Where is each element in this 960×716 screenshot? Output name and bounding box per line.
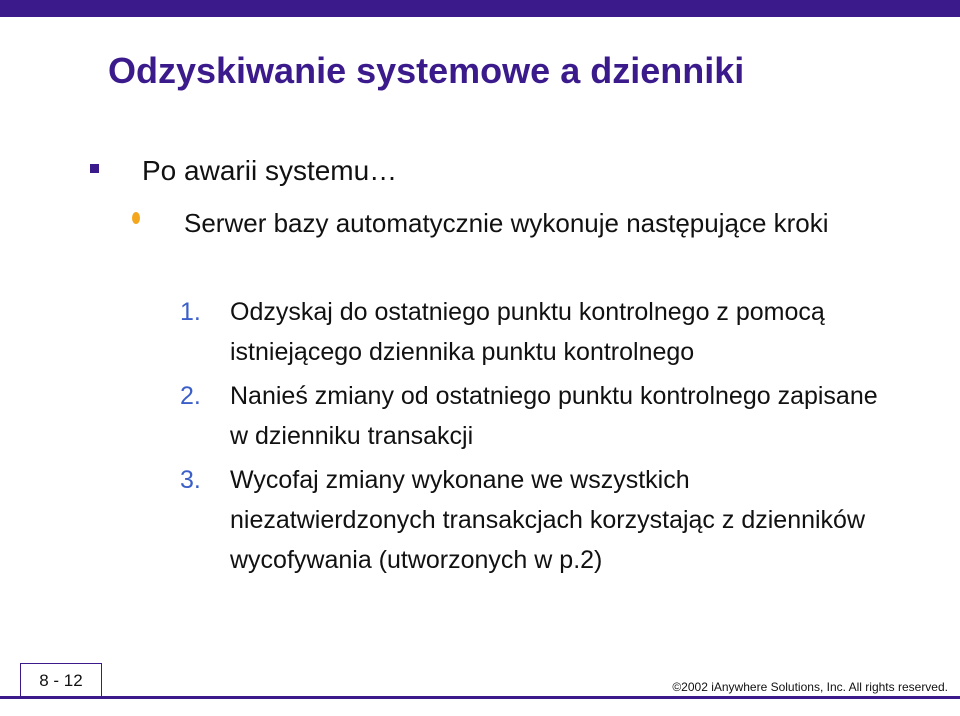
top-bar bbox=[0, 0, 960, 17]
square-bullet-icon bbox=[90, 164, 99, 173]
dot-bullet-icon bbox=[132, 212, 140, 224]
step-text: Wycofaj zmiany wykonane we wszystkich niezatwierdzonych transakcjach korzystając z dzienników wycofywania (utworzonych w p.2) bbox=[230, 466, 866, 574]
step-number: 1. bbox=[180, 298, 201, 326]
steps-list bbox=[180, 292, 880, 580]
bullet-text: Po awarii systemu… bbox=[142, 155, 398, 186]
step-item bbox=[180, 292, 880, 372]
slide-title: Odzyskiwanie systemowe a dzienniki bbox=[108, 50, 745, 91]
bottom-divider bbox=[0, 696, 960, 699]
step-item bbox=[180, 460, 880, 580]
step-number: 2. bbox=[180, 382, 201, 410]
step-item bbox=[180, 376, 880, 456]
step-text: Nanieś zmiany od ostatniego punktu kontrolnego zapisane w dzienniku transakcji bbox=[230, 382, 878, 450]
copyright-notice: ©2002 iAnywhere Solutions, Inc. All rights reserved. bbox=[672, 680, 948, 694]
step-number: 3. bbox=[180, 466, 201, 494]
page-number: 8 - 12 bbox=[20, 663, 102, 697]
sub-bullet-text: Serwer bazy automatycznie wykonuje następujące kroki bbox=[184, 208, 829, 238]
step-text: Odzyskaj do ostatniego punktu kontrolnego z pomocą istniejącego dziennika punktu kontrolnego bbox=[230, 298, 825, 366]
